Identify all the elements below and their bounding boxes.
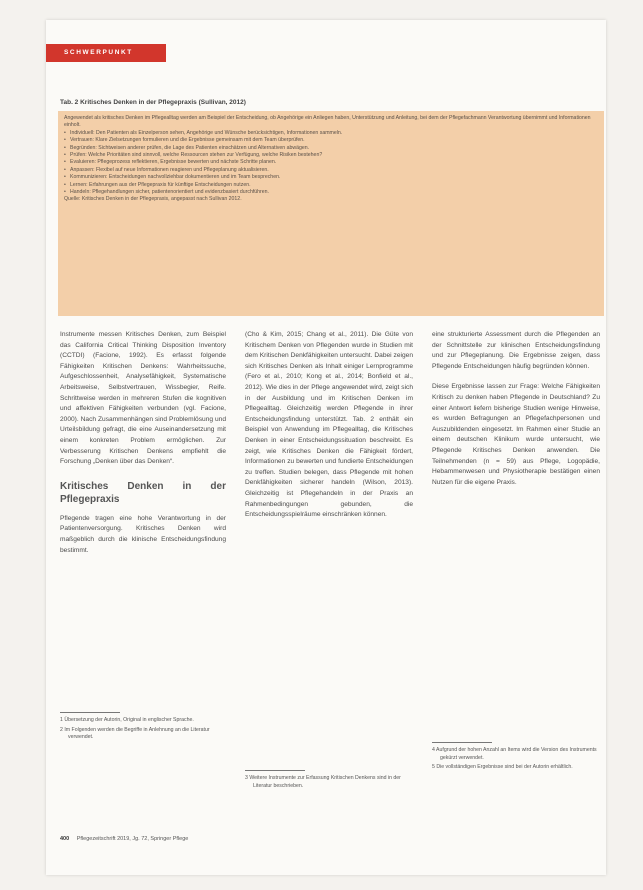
column-2 — [245, 330, 413, 521]
footnotes-col1 — [60, 712, 226, 744]
box-list-item: • Kommunizieren: Entscheidungen nachvollziehbar dokumentieren und im Team besprechen. — [64, 174, 598, 181]
column-3 — [432, 330, 600, 488]
footnote: 4 Aufgrund der hohen Anzahl an Items wird die Version des Instruments gekürzt verwendet. — [432, 747, 597, 761]
box-list-item: • Handeln: Pflegehandlungen sicher, patientenorientiert und evidenzbasiert durchführen. — [64, 189, 598, 196]
footnote: 1 Übersetzung der Autorin, Original in englischer Sprache. — [60, 717, 194, 723]
box-outro: Quelle: Kritisches Denken in der Pflegepraxis, angepasst nach Sullivan 2012. — [64, 196, 242, 203]
footnotes-col2 — [245, 770, 413, 792]
info-box — [58, 111, 604, 316]
footnote: 3 Weitere Instrumente zur Erfassung Kritischen Denkens sind in der Literatur beschrieben. — [245, 775, 401, 789]
box-list-item: • Anpassen: Flexibel auf neue Informationen reagieren und Pflegeplanung aktualisieren. — [64, 167, 598, 174]
body-paragraph: Instrumente messen Kritisches Denken, zum Beispiel das California Critical Thinking Disposition Inventory (CCTDI) (Facione, 1992). Es erfasst folgende Fähigkeiten Kritischen Denkens: Wahrheitssuche, Aufgeschlossenheit, Analysefähigkeit, Systematische Arbeitsweise, Selbstvertrauen, Wissbegier, Reife. Schrittweise werden in mehreren Stufen die kognitiven und affektiven Fähigkeiten verbunden (vgl. Facione, 2000). Nach Zusammenhängen sind Problemlösung und Urteilsbildung gefragt, die eine Auseinandersetzung mit einem konkreten Problem ermöglichen. Zur Verbesserung Kritischen Denkens empfiehlt die Forschung „Denken über das Denken“. — [60, 331, 226, 466]
section-label: SCHWERPUNKT — [64, 49, 133, 56]
page-footer — [60, 836, 188, 842]
footnotes-col3 — [432, 742, 600, 774]
body-paragraph: eine strukturierte Assessment durch die Pflegenden an der Schnittstelle zur klinischen Entscheidungsfindung und zur Pflegeplanung. Die Ergebnisse zeigen, dass Pflegende Entscheidungen häufig begründen können. — [432, 331, 600, 370]
body-paragraph: Diese Ergebnisse lassen zur Frage: Welche Fähigkeiten Kritisch zu denken haben Pflegende in Deutschland? Zu einer Antwort liefern bisherige Studien wenige Hinweise, es wurden Befragungen an Pflegefachpersonen und Auszubildenden eingesetzt. Im Rahmen einer Studie an einem deutschen Klinikum wurde untersucht, wie Pflegende Kritisches Denken anwenden. Die Teilnehmenden (n = 59) aus Pflege, Logopädie, Hebammenwesen und Physiotherapie bestätigen einen Nutzen für die eigene Praxis. — [432, 383, 600, 486]
section-band — [46, 44, 166, 62]
body-paragraph: Pflegende tragen eine hohe Verantwortung in der Patientenversorgung. Kritisches Denken wird maßgeblich durch die klinische Entscheidungsfindung bestimmt. — [60, 514, 226, 554]
journal-reference: Pflegezeitschrift 2019, Jg. 72, Springer Pflege — [76, 836, 189, 842]
box-list — [58, 130, 604, 197]
footnote-divider — [432, 742, 492, 743]
body-paragraph: (Cho & Kim, 2015; Chang et al., 2011). Die Güte von Kritischem Denken von Pflegenden wurde in Studien mit dem Kritischen Denkfähigkeiten untersucht. Dabei zeigen sich Kritisches Denken als Inhalt einiger Lernprogramme (Fero et al., 2010; Kong et al., 2014; Bonfield et al., 2012). Wie dies in der Pflege angewendet wird, zeigt sich in der Ausbildung und im Kritischen Denken im Pflegealltag. Gleichzeitig werden Pflegende in ihrer Entscheidungsfindung unterstützt. Tab. 2 enthält ein Beispiel von Anwendung im Pflegealltag, die Kritisches Denken in einer Entscheidungssituation beschreibt. Es zeigt, wie Kritisches Denken die Fähigkeit fördert, Informationen zu bewerten und fundierte Entscheidungen zu treffen. Studien belegen, dass Pflegende mit hohen Denkfähigkeiten sicherer handeln (Wilson, 2013). Gleichzeitig ist Pflegehandeln in der Praxis an Rahmenbedingungen gebunden, die Entscheidungsspielräume einschränken können. — [245, 331, 413, 519]
box-list-item: • Evaluieren: Pflegeprozess reflektieren, Ergebnisse bewerten und nächste Schritte planen. — [64, 159, 598, 166]
box-intro: Angewendet als kritisches Denken im Pflegealltag werden am Beispiel der Entscheidung, ob Angehörige ein Anliegen haben, Unterstützung und Anleitung, bei dem der Pflegefachmann Verantwortung übernimmt und Informationen einholt. — [64, 115, 591, 129]
footnote-divider — [60, 712, 120, 713]
footnote: 5 Die vollständigen Ergebnisse sind bei der Autorin erhältlich. — [432, 764, 573, 771]
page-number: 400 — [60, 836, 70, 842]
section-heading: Kritisches Denken in der Pflegepraxis — [60, 480, 226, 505]
box-list-item: • Vertrauen: Klare Zielsetzungen formulieren und die Ergebnisse gemeinsam mit dem Team überprüfen. — [64, 137, 598, 144]
box-list-item: • Prüfen: Welche Prioritäten sind sinnvoll, welche Ressourcen stehen zur Verfügung, welche Risiken bestehen? — [64, 152, 598, 159]
table-caption: Tab. 2 Kritisches Denken in der Pflegepraxis (Sullivan, 2012) — [60, 99, 246, 106]
box-list-item: • Individuell: Den Patienten als Einzelperson sehen, Angehörige und Wünsche berücksichtigen, Informationen sammeln. — [64, 130, 598, 137]
box-list-item: • Begründen: Sichtweisen anderer prüfen, die Lage des Patienten einschätzen und Alternativen abwägen. — [64, 145, 598, 152]
column-1 — [60, 330, 226, 556]
footnote-divider — [245, 770, 305, 771]
box-list-item: • Lernen: Erfahrungen aus der Pflegepraxis für künftige Entscheidungen nutzen. — [64, 182, 598, 189]
footnote: 2 Im Folgenden werden die Begriffe in Anlehnung an die Literatur verwendet. — [60, 726, 210, 741]
